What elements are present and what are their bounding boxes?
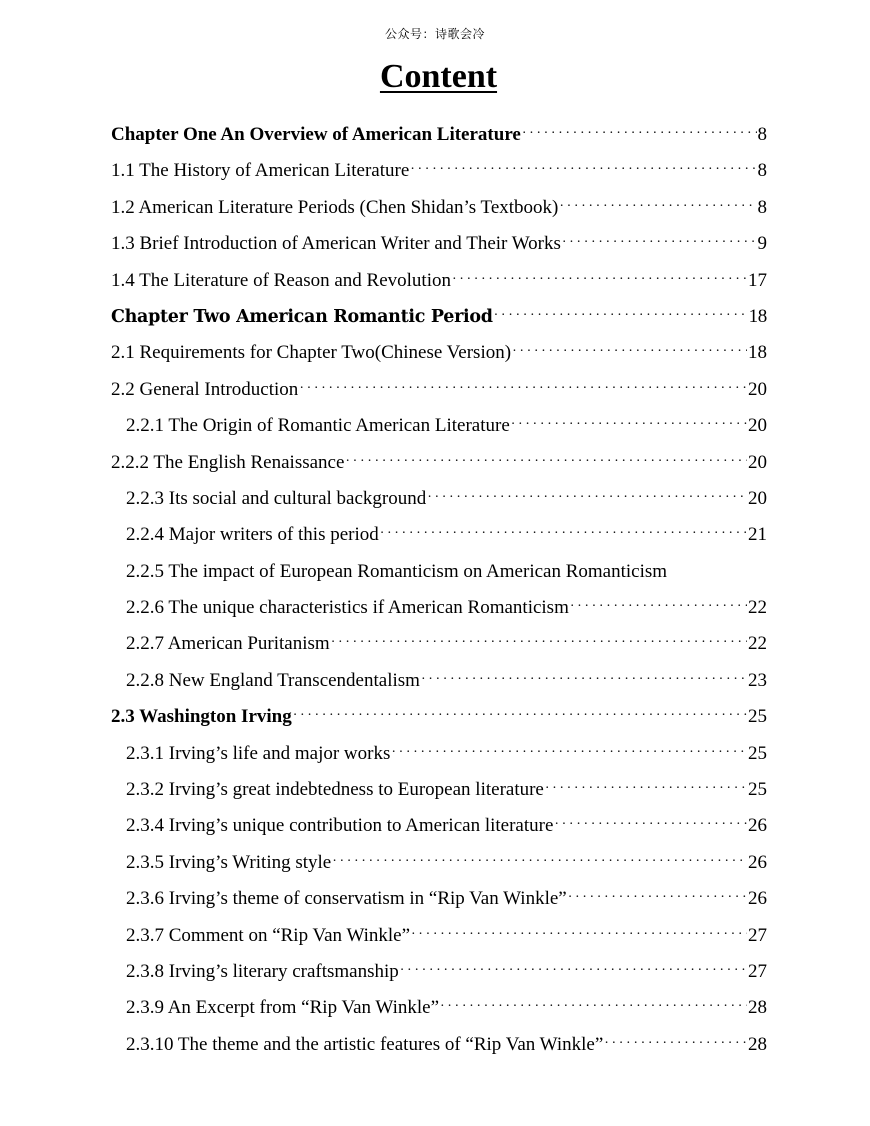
toc-entry[interactable] <box>111 736 767 772</box>
toc-page-number: 25 <box>748 779 767 801</box>
toc-entry[interactable] <box>111 1027 767 1063</box>
toc-entry[interactable] <box>111 517 767 553</box>
toc-entry[interactable] <box>111 990 767 1026</box>
toc-dot-leader <box>427 481 747 516</box>
toc-page-number: 18 <box>748 342 767 364</box>
toc-entry-title: 2.3.1 Irving’s life and major works <box>126 742 391 764</box>
toc-entry-title: 2.3.10 The theme and the artistic features of “Rip Van Winkle” <box>126 1033 604 1055</box>
toc-page-number: 9 <box>757 233 767 255</box>
toc-page-number: 17 <box>748 269 767 291</box>
toc-entry-title: 2.2.4 Major writers of this period <box>126 524 379 546</box>
toc-page-number: 28 <box>748 997 767 1019</box>
toc-page-number: 25 <box>748 706 767 728</box>
toc-entry-title: 2.2.7 American Puritanism <box>126 633 330 655</box>
toc-entry-title: 2.3 Washington Irving <box>111 706 292 728</box>
toc-page-number: 25 <box>748 742 767 764</box>
toc-dot-leader <box>380 517 747 552</box>
toc-entry[interactable] <box>111 954 767 990</box>
toc-page-number: 23 <box>748 669 767 691</box>
toc-entry[interactable] <box>111 772 767 808</box>
toc-dot-leader <box>293 699 747 734</box>
toc-page-number: 28 <box>748 1033 767 1055</box>
toc-entry[interactable] <box>111 663 767 699</box>
toc-entry[interactable] <box>111 408 767 444</box>
toc-entry[interactable] <box>111 699 767 735</box>
toc-entry-title: 2.2 General Introduction <box>111 378 299 400</box>
toc-dot-leader <box>452 263 747 298</box>
toc-dot-leader <box>559 190 756 225</box>
toc-entry[interactable] <box>111 626 767 662</box>
toc-dot-leader <box>440 990 747 1025</box>
toc-entry[interactable] <box>111 153 767 189</box>
toc-dot-leader <box>512 335 747 370</box>
toc-page-number: 27 <box>748 924 767 946</box>
toc-entry-title: 2.3.6 Irving’s theme of conservatism in “Rip Van Winkle” <box>126 888 567 910</box>
toc-entry-title: 2.1 Requirements for Chapter Two(Chinese Version) <box>111 342 512 364</box>
toc-entry[interactable] <box>111 845 767 881</box>
toc-entry-title: 1.3 Brief Introduction of American Writer and Their Works <box>111 233 561 255</box>
toc-entry[interactable] <box>111 918 767 954</box>
toc-entry-title: 2.2.5 The impact of European Romanticism on American Romanticism <box>126 560 668 582</box>
toc-entry-title: 1.4 The Literature of Reason and Revolution <box>111 269 451 291</box>
toc-entry[interactable] <box>111 554 767 590</box>
toc-dot-leader <box>331 626 747 661</box>
toc-dot-leader <box>411 918 747 953</box>
toc-page-number: 8 <box>757 160 767 182</box>
toc-page-number: 8 <box>757 124 767 145</box>
table-of-contents <box>111 117 767 1063</box>
toc-entry-title: 2.2.3 Its social and cultural background <box>126 487 427 509</box>
toc-entry-title: 2.3.5 Irving’s Writing style <box>126 851 332 873</box>
toc-entry-title: Chapter One An Overview of American Literature <box>111 124 521 145</box>
toc-dot-leader <box>494 299 748 334</box>
toc-dot-leader <box>410 153 756 188</box>
page-header: 公众号：诗歌会冷 <box>384 27 485 41</box>
toc-dot-leader <box>345 445 747 480</box>
toc-entry-title: Chapter Two American Romantic Period <box>111 306 493 327</box>
toc-entry[interactable] <box>111 226 767 262</box>
toc-dot-leader <box>562 226 757 261</box>
toc-dot-leader <box>391 736 747 771</box>
toc-entry[interactable] <box>111 190 767 226</box>
toc-entry[interactable] <box>111 445 767 481</box>
toc-page-number: 22 <box>748 597 767 619</box>
toc-entry-title: 2.2.8 New England Transcendentalism <box>126 669 420 691</box>
toc-page-number: 26 <box>748 888 767 910</box>
toc-page-number: 26 <box>748 815 767 837</box>
toc-dot-leader <box>554 808 747 843</box>
toc-dot-leader <box>545 772 747 807</box>
toc-page-number: 20 <box>748 378 767 400</box>
toc-entry-title: 2.3.2 Irving’s great indebtedness to European literature <box>126 779 544 801</box>
toc-entry-title: 2.3.8 Irving’s literary craftsmanship <box>126 960 399 982</box>
toc-entry-title: 2.3.9 An Excerpt from “Rip Van Winkle” <box>126 997 440 1019</box>
toc-page-number: 20 <box>748 487 767 509</box>
toc-page-number: 20 <box>748 451 767 473</box>
toc-entry[interactable] <box>111 881 767 917</box>
toc-dot-leader <box>400 954 747 989</box>
toc-entry-title: 2.2.6 The unique characteristics if American Romanticism <box>126 597 569 619</box>
toc-entry[interactable] <box>111 299 767 335</box>
toc-page-number: 27 <box>748 960 767 982</box>
toc-dot-leader <box>332 845 747 880</box>
toc-dot-leader <box>568 881 747 916</box>
toc-entry[interactable] <box>111 263 767 299</box>
toc-page-number: 8 <box>757 196 767 218</box>
toc-entry-title: 1.1 The History of American Literature <box>111 160 410 182</box>
toc-dot-leader <box>421 663 747 698</box>
toc-entry[interactable] <box>111 372 767 408</box>
toc-entry-title: 2.3.7 Comment on “Rip Van Winkle” <box>126 924 411 946</box>
toc-dot-leader <box>604 1027 747 1062</box>
toc-page-number: 22 <box>748 633 767 655</box>
toc-entry[interactable] <box>111 117 767 153</box>
toc-entry[interactable] <box>111 335 767 371</box>
toc-page-number: 26 <box>748 851 767 873</box>
toc-page-number: 21 <box>748 524 767 546</box>
toc-page-number: 18 <box>748 305 767 327</box>
toc-entry-title: 2.3.4 Irving’s unique contribution to American literature <box>126 815 554 837</box>
toc-entry-title: 1.2 American Literature Periods (Chen Shidan’s Textbook) <box>111 196 559 218</box>
toc-page-number: 20 <box>748 415 767 437</box>
toc-dot-leader <box>570 590 747 625</box>
toc-dot-leader <box>299 372 747 407</box>
toc-entry[interactable] <box>111 481 767 517</box>
toc-dot-leader <box>522 117 757 152</box>
toc-entry-title: 2.2.1 The Origin of Romantic American Literature <box>126 415 510 437</box>
toc-dot-leader <box>511 408 747 443</box>
toc-entry-title: 2.2.2 The English Renaissance <box>111 451 345 473</box>
toc-entry[interactable] <box>111 808 767 844</box>
page-title: Content <box>379 58 498 95</box>
toc-entry[interactable] <box>111 590 767 626</box>
